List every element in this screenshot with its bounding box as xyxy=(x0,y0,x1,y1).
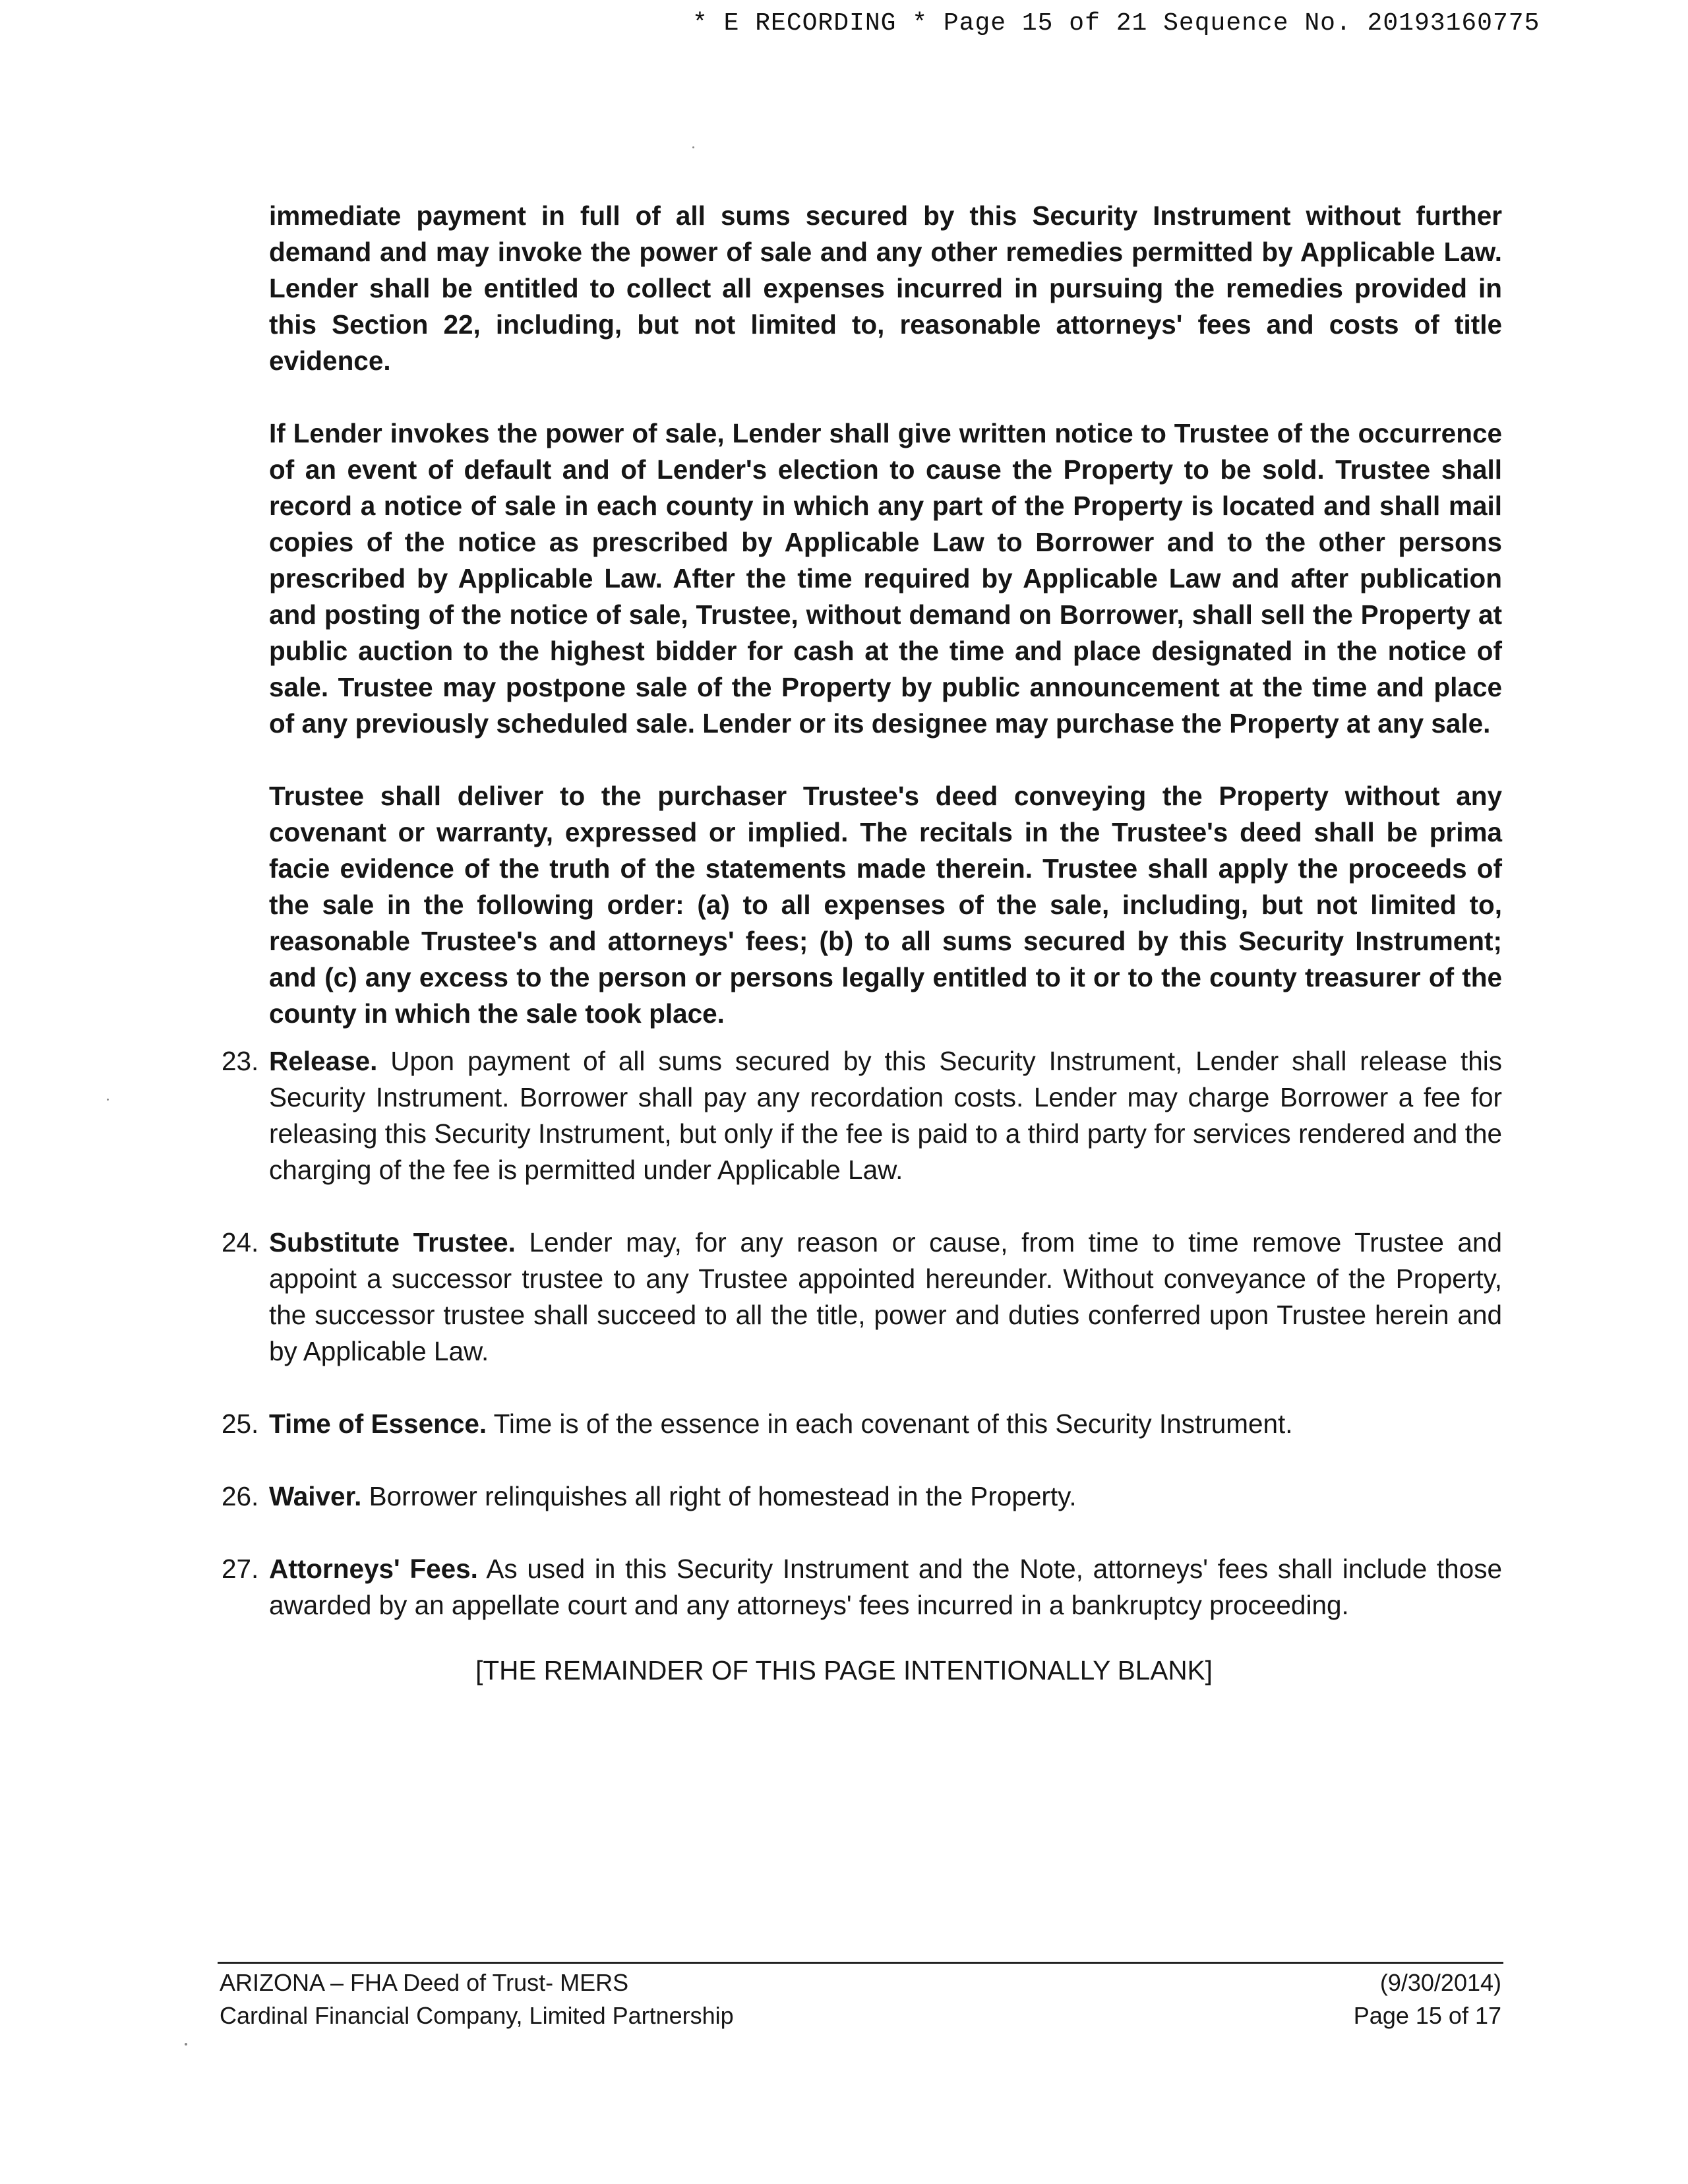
clause-text: Lender may, for any reason or cause, from time to time remove Trustee and appoint a successor trustee to any Trustee appointed hereunder. Without conveyance of the Property, the successor trustee shall succeed to all the title, power and duties conferred upon Trustee herein and by Applicable Law. xyxy=(269,1227,1503,1366)
footer-divider xyxy=(218,1962,1503,1964)
clause-number: 26. xyxy=(222,1481,259,1511)
clause-text: As used in this Security Instrument and the Note, attorneys' fees shall include those awarded by an appellate court and any attorneys' fees incurred in a bankruptcy proceeding. xyxy=(269,1554,1503,1620)
clause-title: Substitute Trustee. xyxy=(269,1227,516,1258)
scan-speck xyxy=(185,2043,187,2046)
clause-title: Waiver. xyxy=(269,1481,362,1511)
clause-24-substitute-trustee xyxy=(222,1225,1502,1370)
footer-form-name: ARIZONA – FHA Deed of Trust- MERS xyxy=(220,1969,629,1996)
footer-page-number: Page 15 of 17 xyxy=(1353,2002,1501,2029)
clause-list xyxy=(222,1043,1502,1660)
clause-title: Time of Essence. xyxy=(269,1409,487,1439)
clause-number: 24. xyxy=(222,1227,259,1258)
clause-number: 27. xyxy=(222,1554,259,1584)
footer-company: Cardinal Financial Company, Limited Partnership xyxy=(220,2002,734,2029)
clause-number: 25. xyxy=(222,1409,259,1439)
clause-text: Upon payment of all sums secured by this Security Instrument, Lender shall release this Security Instrument. Borrower shall pay any recordation costs. Lender may charge Borrower a fee for releasing this Security Instrument, but only if the fee is paid to a third party for services rendered and the charging of the fee is permitted under Applicable Law. xyxy=(269,1046,1502,1185)
paragraph-remedies: immediate payment in full of all sums secured by this Security Instrument without further demand and may invoke the power of sale and any other remedies permitted by Applicable Law. Lender shall be entitled to collect all expenses incurred in pursuing the remedies provided in this Section 22, including, but not limited to, reasonable attorneys' fees and costs of title evidence. xyxy=(269,200,1502,376)
footer-form-date: (9/30/2014) xyxy=(1379,1969,1501,1996)
clause-23-release xyxy=(222,1043,1502,1188)
footer-right xyxy=(1354,1966,1501,2032)
clause-27-attorneys-fees xyxy=(222,1551,1502,1623)
section-22-continuation xyxy=(269,198,1502,1068)
clause-text: Borrower relinquishes all right of homestead in the Property. xyxy=(361,1481,1077,1511)
clause-26-waiver xyxy=(222,1478,1502,1515)
clause-25-time-of-essence xyxy=(222,1406,1502,1442)
intentionally-blank-note: [THE REMAINDER OF THIS PAGE INTENTIONALLY BLANK] xyxy=(475,1655,1213,1685)
recording-header: * E RECORDING * Page 15 of 21 Sequence No. 20193160775 xyxy=(692,9,1540,38)
clause-number: 23. xyxy=(222,1046,259,1076)
clause-title: Attorneys' Fees. xyxy=(269,1554,478,1584)
paragraph-power-of-sale: If Lender invokes the power of sale, Lender shall give written notice to Trustee of the occurrence of an event of default and of Lender's election to cause the Property to be sold. Trustee shall record a notice of sale in each county in which any part of the Property is located and shall mail copies of the notice as prescribed by Applicable Law to Borrower and to the other persons prescribed by Applicable Law. After the time required by Applicable Law and after publication and posting of the notice of sale, Trustee, without demand on Borrower, shall sell the Property at public auction to the highest bidder for cash at the time and place designated in the notice of sale. Trustee may postpone sale of the Property by public announcement at the time and place of any previously scheduled sale. Lender or its designee may purchase the Property at any sale. xyxy=(269,418,1502,739)
clause-title: Release. xyxy=(269,1046,378,1076)
scan-speck xyxy=(107,1099,109,1101)
clause-text: Time is of the essence in each covenant of this Security Instrument. xyxy=(487,1409,1293,1439)
footer-left xyxy=(220,1966,734,2032)
scan-speck xyxy=(692,146,694,148)
paragraph-trustee-deed: Trustee shall deliver to the purchaser Trustee's deed conveying the Property without any covenant or warranty, expressed or implied. The recitals in the Trustee's deed shall be prima facie evidence of the truth of the statements made therein. Trustee shall apply the proceeds of the sale in the following order: (a) to all expenses of the sale, including, but not limited to, reasonable Trustee's and attorneys' fees; (b) to all sums secured by this Security Instrument; and (c) any excess to the person or persons legally entitled to it or to the county treasurer of the county in which the sale took place. xyxy=(269,781,1502,1029)
